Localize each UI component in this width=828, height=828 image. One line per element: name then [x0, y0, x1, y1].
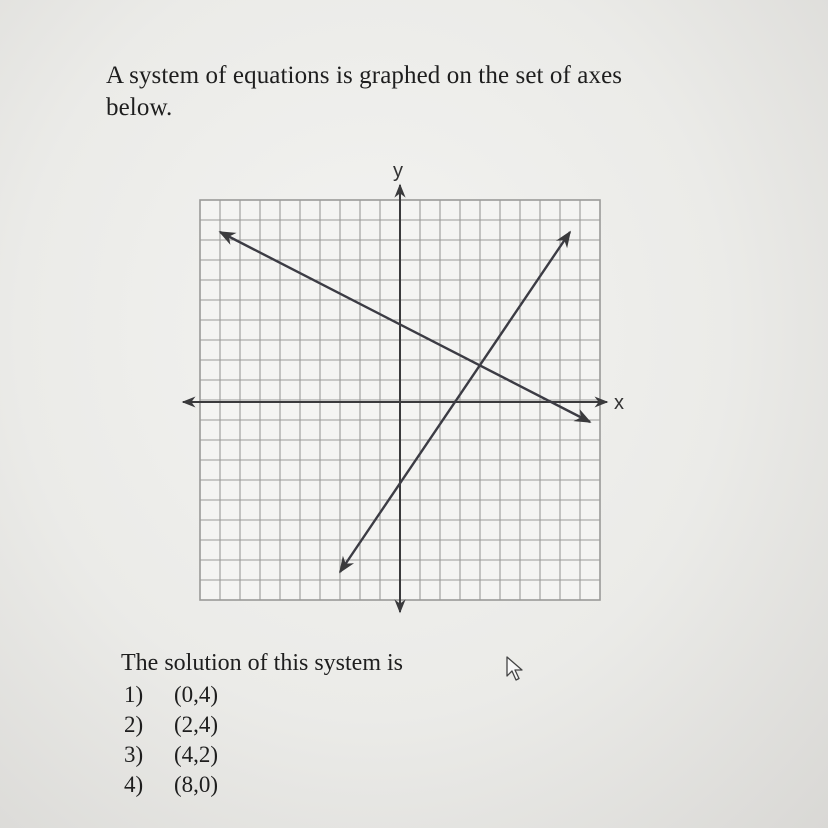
solution-prompt: The solution of this system is	[121, 650, 403, 676]
choice-3[interactable]	[124, 740, 218, 770]
choice-number: 2)	[124, 712, 144, 737]
choice-text: (2,4)	[174, 712, 219, 737]
choice-text: (4,2)	[174, 742, 219, 767]
mouse-pointer-icon	[505, 655, 527, 683]
choice-number: 3)	[124, 742, 144, 767]
choice-text: (8,0)	[174, 772, 219, 797]
choice-number: 4)	[124, 772, 144, 797]
y-axis-label: y	[393, 160, 403, 182]
question-line-2: below.	[106, 94, 173, 121]
choice-1[interactable]	[124, 680, 218, 710]
choice-number: 1)	[124, 682, 144, 707]
choice-4[interactable]	[124, 770, 218, 800]
question-line-1: A system of equations is graphed on the set of axes	[106, 62, 623, 89]
answer-choices	[124, 680, 218, 800]
x-axis-label: x	[614, 392, 624, 414]
choice-text: (0,4)	[174, 682, 219, 707]
choice-2[interactable]	[124, 710, 218, 740]
